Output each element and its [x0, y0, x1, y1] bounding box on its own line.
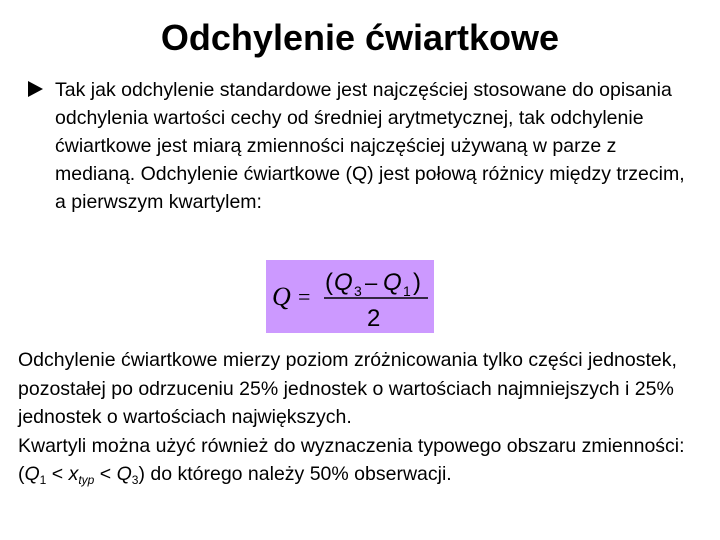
p2-x-sub: typ [78, 473, 95, 487]
formula-minus: – [365, 270, 378, 295]
p2-q3-sub: 3 [131, 473, 139, 487]
paragraph-2 [18, 432, 708, 495]
bullet-arrow-icon [28, 81, 43, 97]
bullet-text: Tak jak odchylenie standardowe jest najczęściej stosowane do opisania odchylenia wartości cechy od średniej arytmetycznej, tak odchylenie ćwiartkowe jest miarą zmienności najczęściej używaną w parze z medianą. Odchylenie ćwiartkowe (Q) jest połową różnicy między trzecim, a pierwszym kwartylem: [55, 79, 685, 213]
bullet-paragraph [28, 76, 700, 216]
formula-q3-sub: 3 [354, 283, 362, 299]
body-text [18, 346, 708, 495]
formula-lhs: Q [272, 282, 291, 311]
formula-q3-letter: Q [334, 269, 353, 296]
formula-denominator: 2 [367, 305, 381, 332]
p2-q1: Q [24, 463, 40, 485]
quartile-deviation-formula [266, 260, 434, 333]
formula-equals: = [298, 284, 311, 309]
p2-q1-sub: 1 [39, 473, 47, 487]
p2-lt1: < [46, 463, 69, 485]
slide-title: Odchylenie ćwiartkowe [160, 17, 560, 58]
formula-close-paren: ) [413, 269, 421, 296]
formula-q1-letter: Q [383, 269, 402, 296]
p2-prefix: Kwartyli można użyć również do wyznaczenia typowego obszaru zmienności: ( [18, 434, 685, 485]
formula-q1-sub: 1 [403, 283, 411, 299]
p2-q3: Q [116, 463, 132, 485]
formula-box [266, 260, 434, 333]
p2-suffix: ) do którego należy 50% obserwacji. [138, 463, 452, 485]
paragraph-1: Odchylenie ćwiartkowe mierzy poziom zróżnicowania tylko części jednostek, pozostałej po odrzuceniu 25% jednostek o wartościach najmniejszych i 25% jednostek o wartościach największych. [18, 349, 677, 428]
p2-x: x [68, 463, 79, 485]
formula-open-paren: ( [325, 269, 333, 296]
p2-lt2: < [94, 463, 117, 485]
